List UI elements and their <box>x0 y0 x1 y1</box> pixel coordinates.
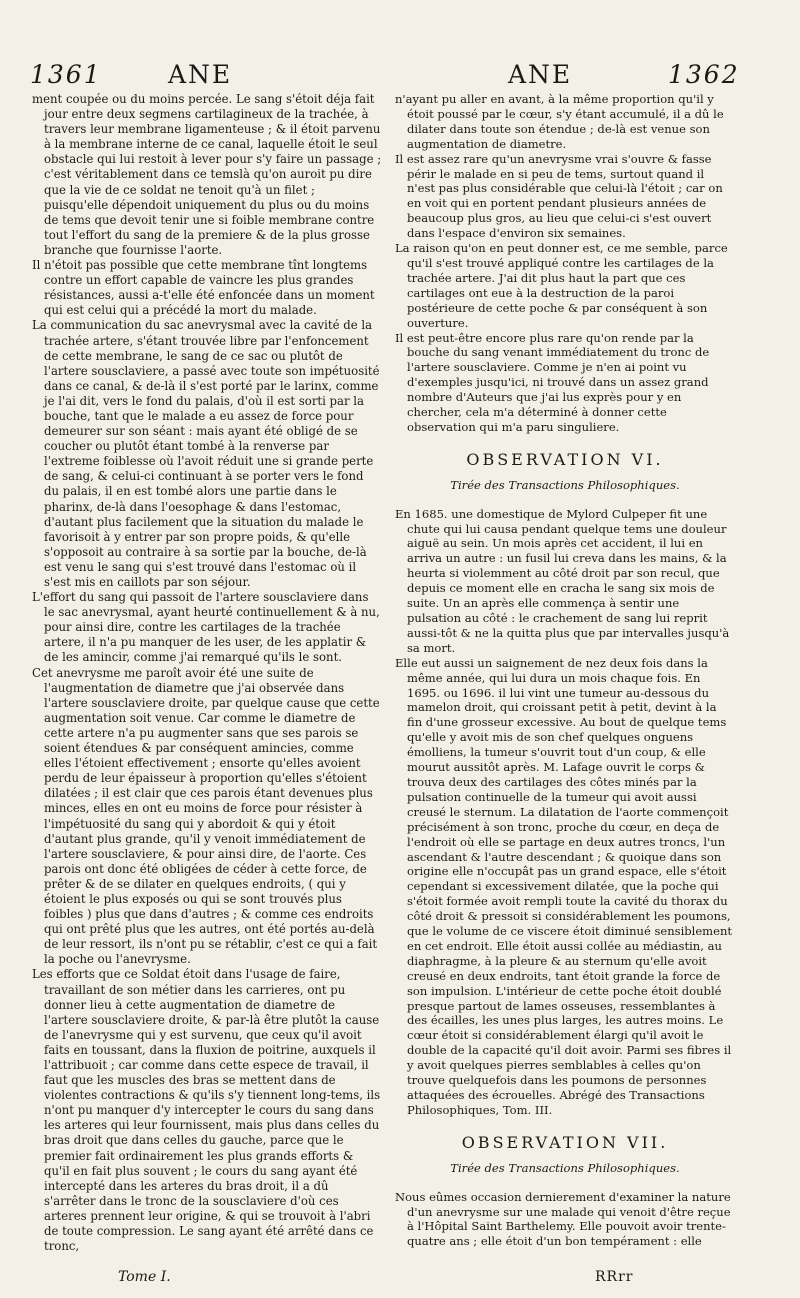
volume-signature: Tome I. <box>118 1269 171 1285</box>
observation-7-subtitle: Tirée des Transactions Philosophiques. <box>450 1160 680 1175</box>
left-running-head: ANE <box>168 60 233 89</box>
paragraph: La raison qu'on en peut donner est, ce me semble, parce qu'il s'est trouvé appliqué contre les cartilages de la trachée artere. J'ai dit plus haut la part que ces cartilages ont eue à la destruction de la paroi postérieure de cette poche & par conséquent à son ouverture. <box>395 241 728 330</box>
left-column <box>32 92 382 1254</box>
paragraph: En 1685. une domestique de Mylord Culpeper fit une chute qui lui causa pendant quelque tems une douleur aiguë au sein. Un mois après cet accident, il lui en arriva un autre : un fusil lui creva dans les mains, & la heurta si violemment au côté droit par son recul, que depuis ce moment elle en cracha le sang six mois de suite. Un an après elle commença à sentir une pulsation au côté : le crachement de sang lui reprit aussi-tôt & ne la quitta plus que par intervalles jusqu'à sa mort. <box>395 506 730 655</box>
paragraph: Nous eûmes occasion dernierement d'examiner la nature d'un anevrysme sur une malade qui venoit d'être reçue à l'Hôpital Saint Barthelemy. Elle pouvoit avoir trente-quatre ans ; elle étoit d'un bon tempérament : elle <box>395 1189 731 1249</box>
paragraph: n'ayant pu aller en avant, à la même proportion qu'il y étoit poussé par le cœur, s'y étant accumulé, il a dû le dilater dans toute son étendue ; de-là est venue son augmentation de diametre. <box>395 92 724 151</box>
observation-6-title: OBSERVATION VI. <box>466 449 664 469</box>
paragraph: Elle eut aussi un saignement de nez deux fois dans la même année, qui lui dura un mois chaque fois. En 1695. ou 1696. il lui vint une tumeur au-dessous du mamelon droit, qui croissant petit à petit, devint à la fin d'une grosseur excessive. Au bout de quelque tems qu'elle y avoit mis de son chef quelques onguens émolliens, la tumeur s'ouvrit tout d'un coup, & elle mourut aussitôt après. M. Lafage ouvrit le corps & trouva deux des cartilages des côtes minés par la pulsation continuelle de la tumeur qui avoit aussi creusé le sternum. La dilatation de l'aorte commençoit précisément à son tronc, proche du cœur, en deça de l'endroit où elle se partage en deux autres troncs, l'un ascendant & l'autre descendant ; & quoique dans son origine elle n'occupât pas un grand espace, elle s'étoit cependant si excessivement dilatée, que la poche qui s'étoit formée avoit rempli toute la cavité du thorax du côté droit & pressoit si considérablement les poumons, que le volume de ce viscere étoit diminué sensiblement en cet endroit. Elle étoit aussi collée au médiastin, au diaphragme, à la pleure & au sternum qu'elle avoit creusé en deux endroits, tant étoit grande la force de son impulsion. L'intérieur de cette poche étoit doublé presque partout de lames osseuses, ressemblantes à des écailles, les unes plus larges, les autres moins. Le cœur étoit si considérablement élargi qu'il avoit le double de la capacité qu'il doit avoir. Parmi ses fibres il y avoit quelques pierres semblables à celles qu'on trouve quelquefois dans les poumons de personnes attaquées des écrouelles. Abrégé des Transactions Philosophiques, Tom. III. <box>395 655 733 1117</box>
paragraph: La communication du sac anevrysmal avec la cavité de la trachée artere, s'étant trouvée libre par l'enfoncement de cette membrane, le sang de ce sac ou plutôt de l'artere sousclaviere, a passé avec toute son impétuosité dans ce canal, & de-là il s'est porté par le larinx, comme je l'ai dit, vers le fond du palais, d'où il est sorti par la bouche, tant que le malade a eu assez de force pour demeurer sur son séant : mais ayant été obligé de se coucher ou plutôt étant tombé à la renverse par l'extreme foiblesse où l'avoit réduit une si grande perte de sang, & celui-ci continuant à se porter vers le fond du palais, il en est tombé alors une partie dans le pharinx, de-là dans l'oesophage & dans l'estomac, d'autant plus facilement que la situation du malade le favorisoit à y entrer par son propre poids, & qu'elle s'opposoit au contraire à sa sortie par la bouche, de-là est venu le sang qui s'est trouvé dans l'estomac où il s'est mis en caillots par son séjour. <box>32 318 380 589</box>
observation-6-subtitle: Tirée des Transactions Philosophiques. <box>450 477 680 492</box>
right-page-number: 1362 <box>668 60 740 89</box>
paragraph: Cet anevrysme me paroît avoir été une suite de l'augmentation de diametre que j'ai observée dans l'artere sousclaviere droite, par quelque cause que cette augmentation soit venue. Car comme le diametre de cette artere n'a pu augmenter sans que ses parois se soient étendues & par conséquent amincies, comme elles l'étoient effectivement ; ensorte qu'elles avoient perdu de leur épaisseur à proportion qu'elles s'étoient dilatées ; il est clair que ces parois étant devenues plus minces, elles en ont eu moins de force pour résister à l'impétuosité du sang qui y abordoit & qui y étoit d'autant plus grande, qu'il y venoit immédiatement de l'artere sousclaviere, & pour ainsi dire, de l'aorte. Ces parois ont donc été obligées de céder à cette force, de prêter & de se dilater en quelques endroits, ( qui y étoient le plus exposés ou qui se sont trouvés plus foibles ) plus que dans d'autres ; & comme ces endroits qui ont prêté plus que les autres, ont été portés au-delà de leur ressort, ils n'ont pu se rétablir, c'est ce qui a fait la poche ou l'anevrysme. <box>32 665 380 967</box>
right-column <box>395 92 735 1249</box>
paragraph: L'effort du sang qui passoit de l'artere sousclaviere dans le sac anevrysmal, ayant heurté continuellement & à nu, pour ainsi dire, contre les cartilages de la trachée artere, il n'a pu manquer de les user, de les applatir & de les amincir, comme j'ai remarqué qu'ils le sont. <box>32 590 380 665</box>
observation-7-title: OBSERVATION VII. <box>461 1132 669 1152</box>
paragraph: Il est assez rare qu'un anevrysme vrai s'ouvre & fasse périr le malade en si peu de tems, surtout quand il n'est pas plus considérable que celui-là l'étoit ; car on en voit qui en portent pendant plusieurs années de beaucoup plus gros, au lieu que celui-ci s'est ouvert dans l'espace d'environ six semaines. <box>395 151 723 241</box>
paragraph: ment coupée ou du moins percée. Le sang s'étoit déja fait jour entre deux segmens cartilagineux de la trachée, à travers leur membrane ligamenteuse ; & il étoit parvenu à la membrane interne de ce canal, laquelle étoit le seul obstacle qui lui restoit à lever pour s'y faire un passage ; c'est véritablement dans ce temslà qu'on auroit pu dire que la vie de ce soldat ne tenoit qu'à un filet ; puisqu'elle dépendoit uniquement du plus ou du moins de tems que devoit tenir une si foible membrane contre tout l'effort du sang de la premiere & de la plus grosse branche que fournisse l'aorte. <box>32 92 382 257</box>
left-page-number: 1361 <box>30 60 102 89</box>
paragraph: Les efforts que ce Soldat étoit dans l'usage de faire, travaillant de son métier dans les carrieres, ont pu donner lieu à cette augmentation de diametre de l'artere sousclaviere droite, & par-là être plutôt la cause de l'anevrysme qui y est survenu, que ceux qu'il avoit faits en toussant, dans la fluxion de poitrine, auxquels il l'attribuoit ; car comme dans cette espece de travail, il faut que les muscles des bras se mettent dans de violentes contractions & qu'ils s'y tiennent long-tems, ils n'ont pu manquer d'y intercepter le cours du sang dans les arteres qui leur fournissent, mais plus dans celles du bras droit que dans celles du gauche, parce que le premier fait ordinairement les plus grands efforts & qu'il en fait plus souvent ; le cours du sang ayant été intercepté dans les arteres du bras droit, il a dû s'arrêter dans le tronc de la sousclaviere d'où ces arteres prennent leur origine, & qui se trouvoit à l'abri de toute compression. Le sang ayant été arrêté dans ce tronc, <box>32 967 381 1254</box>
right-running-head: ANE <box>508 60 573 89</box>
paragraph: Il est peut-être encore plus rare qu'on rende par la bouche du sang venant immédiatement du tronc de l'artere sousclaviere. Comme je n'en ai point vu d'exemples jusqu'ici, ni trouvé dans un assez grand nombre d'Auteurs que j'ai lus exprès pour y en chercher, cela m'a déterminé à donner cette observation qui m'a paru singuliere. <box>395 330 710 434</box>
paragraph: Il n'étoit pas possible que cette membrane tînt longtems contre un effort capable de vaincre les plus grandes résistances, aussi a-t'elle été enfoncée dans un moment qui est celui qui a précédé la mort du malade. <box>32 258 375 318</box>
gathering-signature: RRrr <box>595 1269 634 1285</box>
